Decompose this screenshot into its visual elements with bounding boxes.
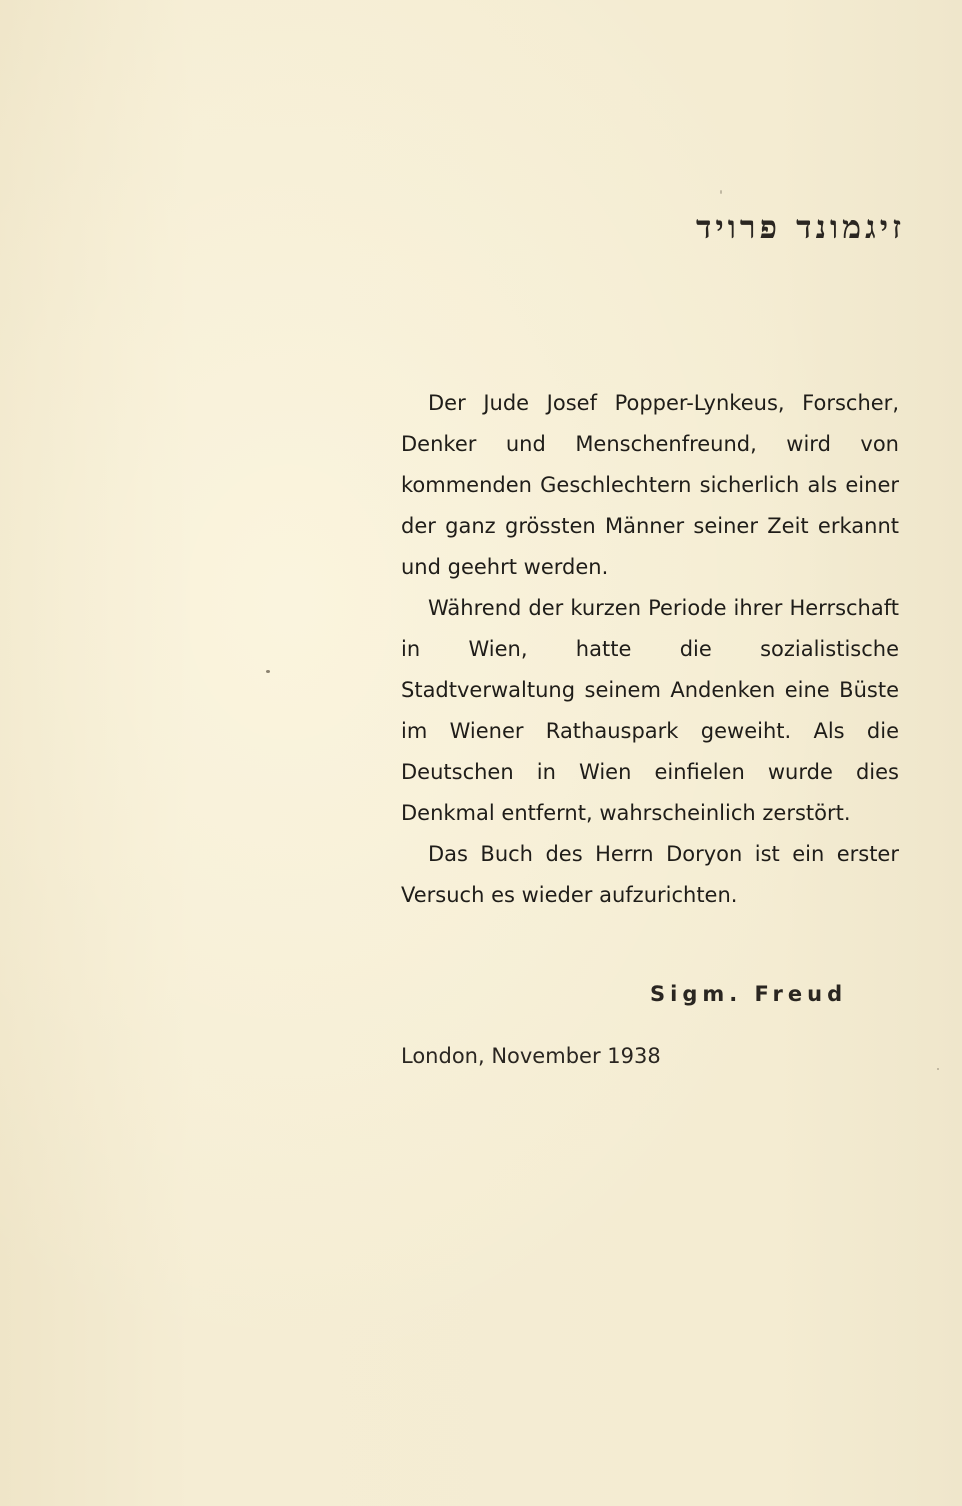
- paragraph-3: Das Buch des Herrn Doryon ist ein erster Versuch es wieder aufzurichten.: [401, 842, 899, 907]
- hebrew-title: זיגמונד פרויד: [695, 208, 905, 246]
- dedication-text: [401, 383, 899, 916]
- paragraph-1: Der Jude Josef Popper-Lynkeus, Forscher, Denker und Menschenfreund, wird von kommenden Geschlechtern sicherlich als einer der ganz grössten Männer seiner Zeit erkannt und geehrt werden.: [401, 391, 899, 579]
- paragraph-2: Während der kurzen Periode ihrer Herrschaft in Wien, hatte die sozialistische Stadtverwaltung seinem Andenken eine Büste im Wiener Rathauspark geweiht. Als die Deutschen in Wien einfielen wurde dies Denkmal entfernt, wahrscheinlich zerstört.: [401, 596, 899, 825]
- paper-speck: [720, 190, 722, 194]
- paper-speck: [937, 1068, 939, 1070]
- dateline: London, November 1938: [401, 1044, 661, 1068]
- signature: Sigm. Freud: [650, 982, 848, 1006]
- paper-speck: [266, 670, 270, 673]
